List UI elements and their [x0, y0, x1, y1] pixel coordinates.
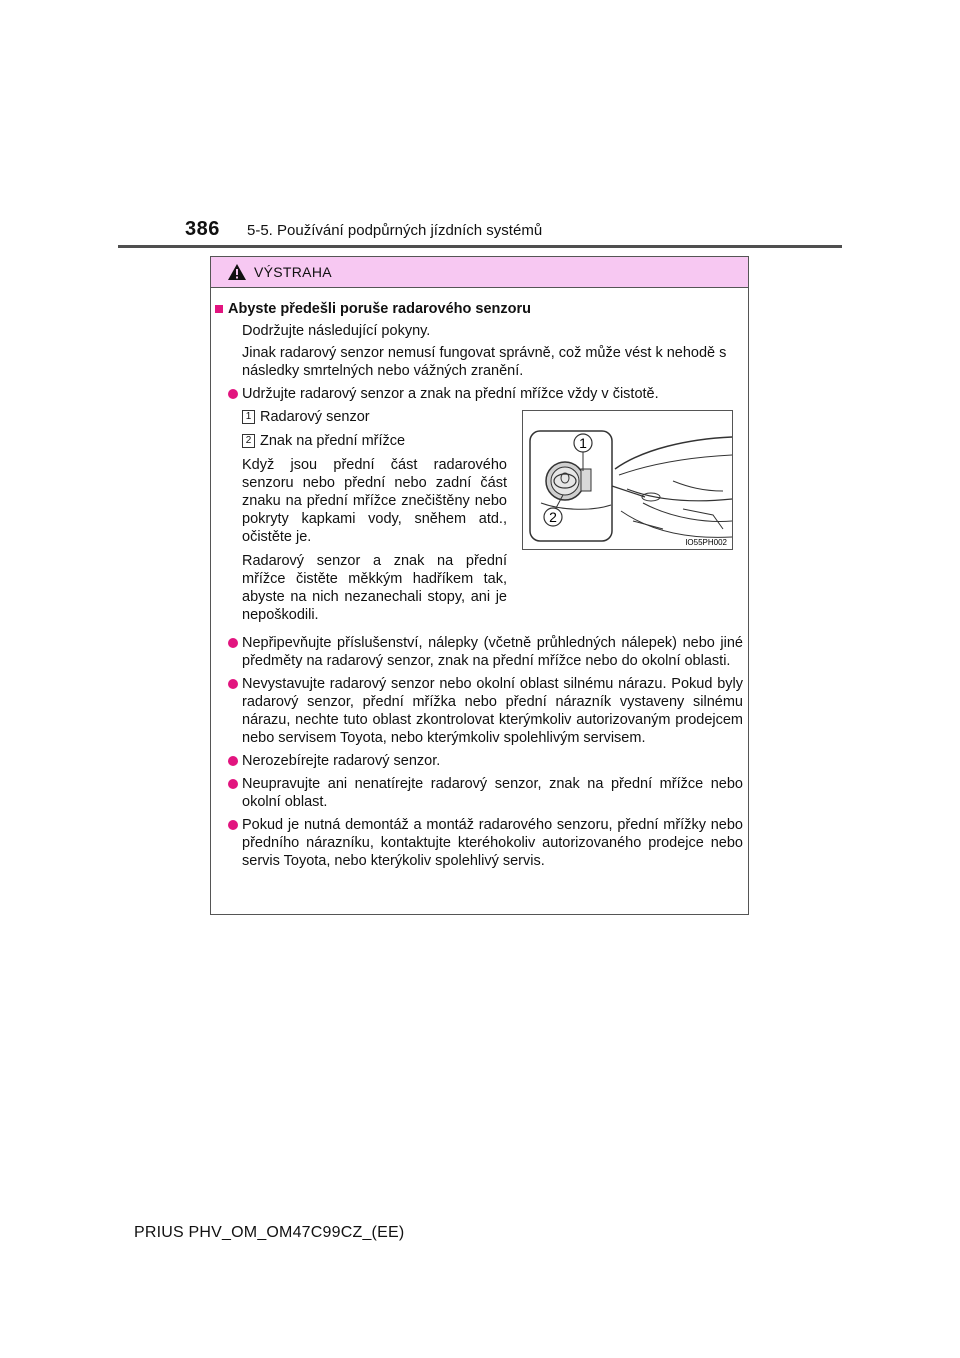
- legend-label: Radarový senzor: [260, 409, 370, 425]
- bullet-text: Udržujte radarový senzor a znak na přední mřížce vždy v čistotě.: [242, 386, 659, 402]
- bullet-item: [215, 816, 743, 870]
- bullet-text: Nerozebírejte radarový senzor.: [242, 753, 441, 769]
- bullet-dot-icon: [228, 389, 238, 399]
- bullet-item: [215, 675, 743, 747]
- section-title: 5-5. Používání podpůrných jízdních systémů: [247, 222, 543, 239]
- warning-header: [211, 257, 748, 288]
- car-front-illustration: [522, 410, 733, 550]
- bullet-dot-icon: [228, 820, 238, 830]
- warning-title: VÝSTRAHA: [254, 264, 332, 280]
- image-code: IO55PH002: [685, 538, 727, 547]
- warning-box: [210, 256, 749, 915]
- bullet-dot-icon: [228, 638, 238, 648]
- callout-number: 2: [549, 509, 557, 525]
- bullet-item: [215, 385, 743, 403]
- bullet-text: Nepřipevňujte příslušenství, nálepky (včetně průhledných nálepek) nebo jiné předměty na radarový senzor, znak na přední mřížce nebo do okolní oblasti.: [242, 635, 743, 669]
- bullet-item: [215, 634, 743, 670]
- legend-label: Znak na přední mřížce: [260, 433, 406, 449]
- bullet-text: Neupravujte ani nenatírejte radarový senzor, znak na přední mřížce nebo okolní oblast.: [242, 776, 743, 810]
- figure-description-1: Když jsou přední část radarového senzoru nebo přední nebo zadní část znaku na přední mřížce znečištěny nebo pokryty kapkami vody, sněhem atd., očistěte je.: [242, 457, 507, 545]
- figure-block: [215, 408, 743, 629]
- legend-number-badge: 1: [242, 410, 255, 424]
- bullet-dot-icon: [228, 679, 238, 689]
- heading-text: Abyste předešli poruše radarového senzoru: [228, 301, 531, 317]
- figure-text: [242, 408, 507, 624]
- figure-description-2: Radarový senzor a znak na přední mřížce čistěte měkkým hadříkem tak, abyste na nich nezanechali stopy, ani je nepoškodili.: [242, 553, 507, 623]
- header-rule: [118, 245, 842, 248]
- bullet-dot-icon: [228, 756, 238, 766]
- warning-triangle-icon: [227, 263, 247, 281]
- page-number: 386: [185, 218, 220, 240]
- legend-item: [242, 408, 507, 426]
- footer-doc-code: PRIUS PHV_OM_OM47C99CZ_(EE): [134, 1224, 405, 1241]
- legend-item: [242, 432, 507, 450]
- warning-content: [215, 300, 743, 870]
- square-marker-icon: [215, 305, 223, 313]
- bullet-dot-icon: [228, 779, 238, 789]
- bullet-item: [215, 775, 743, 811]
- warning-heading: [215, 300, 743, 318]
- bullet-text: Pokud je nutná demontáž a montáž radarového senzoru, přední mřížky nebo předního nárazníku, kontaktujte kteréhokoliv autorizovaného prodejce nebo servis Toyota, nebo kterýkoliv spolehlivý servis.: [242, 817, 743, 869]
- bullet-text: Nevystavujte radarový senzor nebo okolní oblast silnému nárazu. Pokud byly radarový senzor, přední mřížka nebo přední nárazník vystaveny silnému nárazu, nechte tuto oblast zkontrolovat kterýmkoliv autorizovaným prodejcem nebo servisem Toyota, nebo kterýmkoliv spolehlivým servisem.: [242, 676, 743, 746]
- legend-number-badge: 2: [242, 434, 255, 448]
- car-front-drawing: [523, 411, 732, 549]
- callout-number: 1: [579, 435, 587, 451]
- bullet-item: [215, 752, 743, 770]
- intro-paragraph-1: Dodržujte následující pokyny.: [242, 323, 431, 339]
- intro-paragraph-2: Jinak radarový senzor nemusí fungovat správně, což může vést k nehodě s následky smrtelných nebo vážných zranění.: [242, 345, 727, 379]
